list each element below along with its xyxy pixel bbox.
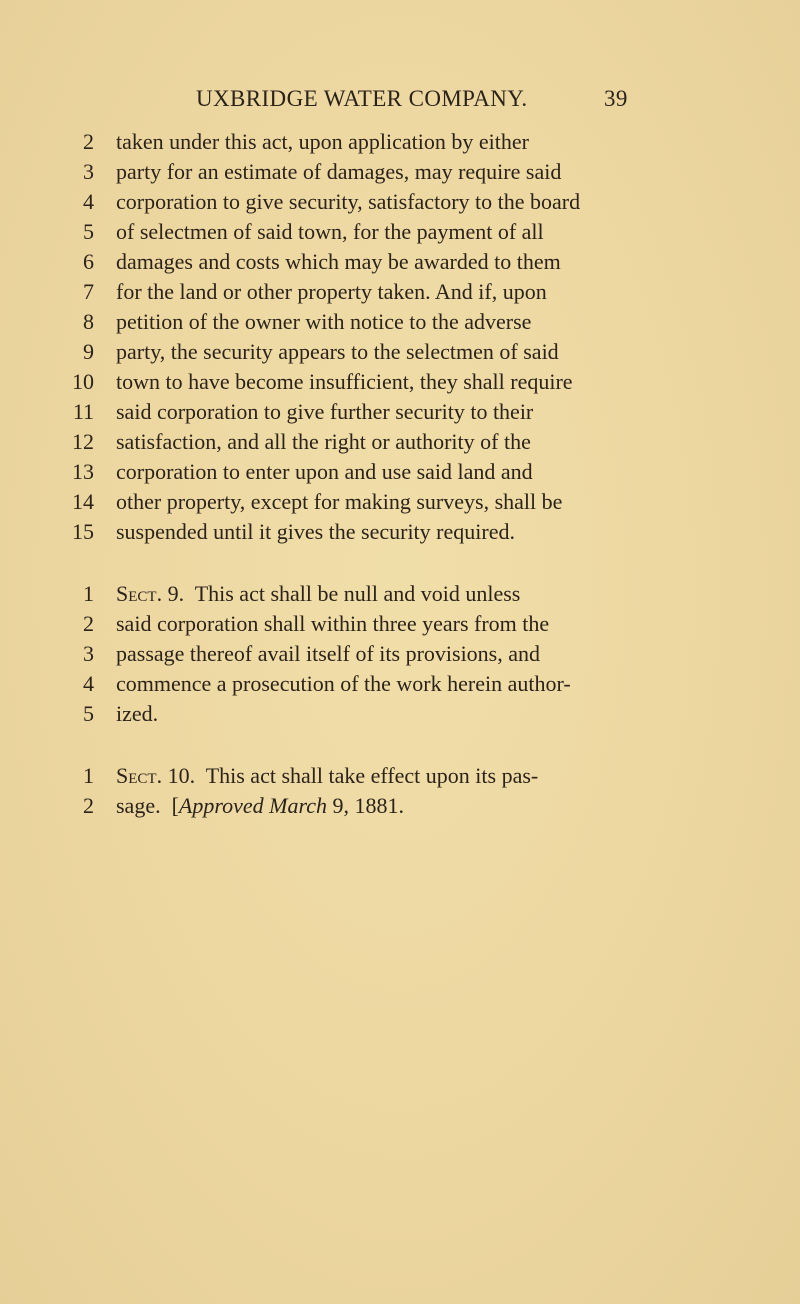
approval-note: Approved March	[178, 793, 327, 818]
section-label: Sect. 9.	[116, 581, 185, 606]
line-number: 4	[83, 671, 94, 696]
line-number: 2	[83, 611, 94, 636]
section-label: Sect. 10.	[116, 763, 196, 788]
line-text: damages and costs which may be awarded to them	[116, 249, 561, 274]
text-line	[60, 791, 640, 821]
paragraph	[60, 127, 640, 547]
line-number: 13	[72, 459, 94, 484]
line-number: 10	[72, 369, 94, 394]
line-number: 14	[72, 489, 94, 514]
line-text: satisfaction, and all the right or authority of the	[116, 429, 531, 454]
line-text: party, the security appears to the selectmen of said	[116, 339, 559, 364]
approval-bracket: [	[171, 793, 179, 818]
text-line	[60, 761, 640, 791]
text-line	[60, 609, 640, 639]
line-text: for the land or other property taken. And if, upon	[116, 279, 547, 304]
line-number: 15	[72, 519, 94, 544]
paragraph-section-9	[60, 579, 640, 729]
line-number: 8	[83, 309, 94, 334]
line-number: 7	[83, 279, 94, 304]
line-number: 11	[72, 399, 94, 424]
line-text: town to have become insufficient, they shall require	[116, 369, 573, 394]
line-text: This act shall take effect upon its pas-	[205, 763, 539, 788]
text-line	[60, 337, 640, 367]
paragraph-gap	[60, 547, 640, 579]
running-title: UXBRIDGE WATER COMPANY.	[196, 86, 528, 111]
line-text: sage.	[116, 793, 161, 818]
text-line	[60, 367, 640, 397]
page-number: 39	[604, 86, 628, 111]
approval-date: 9, 1881.	[332, 793, 404, 818]
line-text: of selectmen of said town, for the payment of all	[116, 219, 544, 244]
text-line	[60, 487, 640, 517]
line-number: 2	[83, 793, 94, 818]
text-line	[60, 127, 640, 157]
line-text: petition of the owner with notice to the adverse	[116, 309, 532, 334]
paragraph-section-10	[60, 761, 640, 821]
line-text: commence a prosecution of the work herein author-	[116, 671, 571, 696]
paragraph-gap	[60, 729, 640, 761]
line-text: taken under this act, upon application by either	[116, 129, 529, 154]
line-text: other property, except for making surveys, shall be	[116, 489, 563, 514]
text-line	[60, 579, 640, 609]
text-line	[60, 217, 640, 247]
text-line	[60, 157, 640, 187]
line-text: corporation to enter upon and use said land and	[116, 459, 533, 484]
line-number: 6	[83, 249, 94, 274]
text-line	[60, 639, 640, 669]
text-line	[60, 699, 640, 729]
text-line	[60, 307, 640, 337]
text-line	[60, 517, 640, 547]
line-number: 1	[83, 581, 94, 606]
text-line	[60, 187, 640, 217]
line-text: ized.	[116, 701, 159, 726]
line-text: This act shall be null and void unless	[194, 581, 521, 606]
text-line	[60, 669, 640, 699]
text-line	[60, 427, 640, 457]
line-text: said corporation to give further security to their	[116, 399, 534, 424]
line-text: party for an estimate of damages, may require said	[116, 159, 562, 184]
text-line	[60, 457, 640, 487]
line-number: 3	[83, 159, 94, 184]
line-number: 5	[83, 219, 94, 244]
line-number: 9	[83, 339, 94, 364]
line-number: 3	[83, 641, 94, 666]
text-line	[60, 247, 640, 277]
page-body	[60, 127, 640, 821]
line-number: 4	[83, 189, 94, 214]
line-text: corporation to give security, satisfactory to the board	[116, 189, 581, 214]
text-line	[60, 397, 640, 427]
line-number: 2	[83, 129, 94, 154]
line-text: suspended until it gives the security required.	[116, 519, 515, 544]
line-text: said corporation shall within three years from the	[116, 611, 550, 636]
line-number: 1	[83, 763, 94, 788]
line-number: 12	[72, 429, 94, 454]
text-line	[60, 277, 640, 307]
line-text: passage thereof avail itself of its provisions, and	[116, 641, 541, 666]
line-number: 5	[83, 701, 94, 726]
